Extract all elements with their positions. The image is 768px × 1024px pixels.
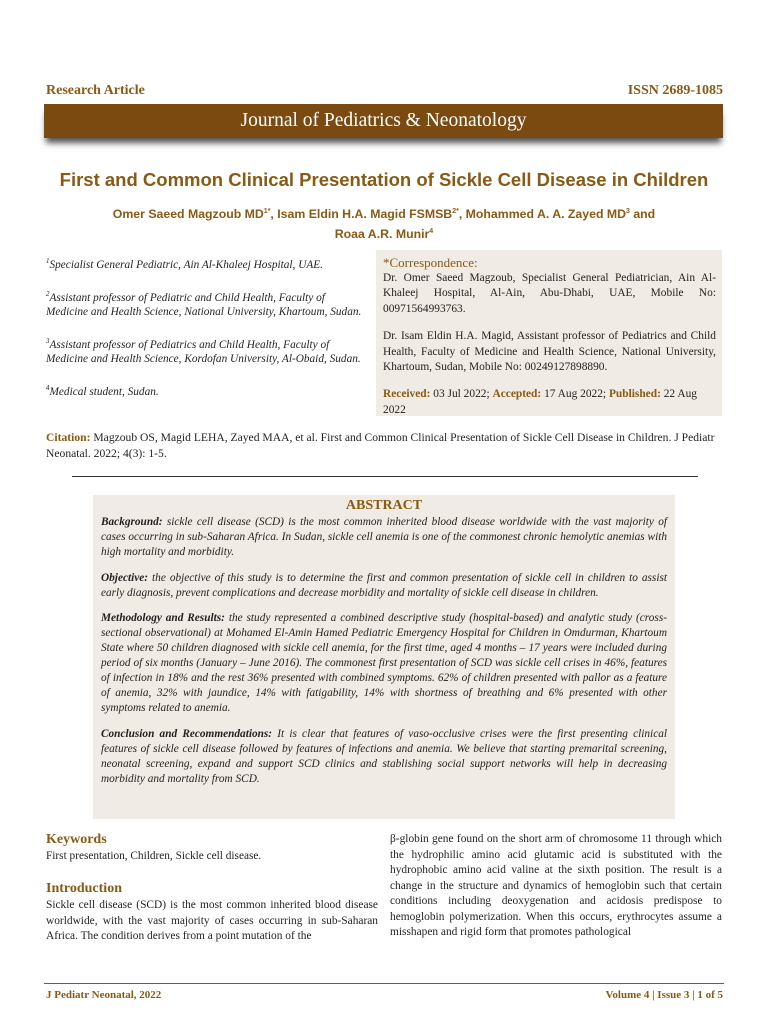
citation <box>46 430 726 462</box>
footer-divider <box>44 983 724 984</box>
affiliation <box>46 254 362 272</box>
affiliation <box>46 287 362 319</box>
affiliation-sup: 4 <box>46 384 50 393</box>
background-label: Background: <box>101 515 163 528</box>
background-text: sickle cell disease (SCD) is the most common inherited blood disease worldwide with the vast majority of cases occurring in sub-Saharan Africa. In Sudan, sickle cell anemia is one of the commonest chronic hemolytic anemias with high mortality and morbidity. <box>101 515 668 558</box>
correspondence-author-1: Dr. Omer Saeed Magzoub, Specialist General Pediatrician, Ain Al-Khaleej Hospital, Al-Ain, Abu-Dhabi, UAE, Mobile No: 00971564993763. <box>383 271 716 316</box>
abstract-objective <box>101 571 667 601</box>
article-type: Research Article <box>46 83 145 98</box>
author-3: Mohammed A. A. Zayed MD <box>465 207 626 222</box>
keywords-heading: Keywords <box>46 832 107 847</box>
divider <box>72 476 698 477</box>
author-and: and <box>633 207 656 222</box>
journal-name: Journal of Pediatrics & Neonatology <box>240 110 527 131</box>
affiliation-sup: 3 <box>46 337 50 346</box>
issn: ISSN 2689-1085 <box>627 83 723 98</box>
affiliation-text: Specialist General Pediatric, Ain Al-Khaleej Hospital, UAE. <box>49 258 323 271</box>
methods-label: Methodology and Results: <box>101 612 225 625</box>
affiliation <box>46 381 362 399</box>
affiliation-text: Medical student, Sudan. <box>49 386 159 399</box>
footer-journal: J Pediatr Neonatal, 2022 <box>46 989 162 1001</box>
keywords-text: First presentation, Children, Sickle cell disease. <box>46 850 262 862</box>
abstract-box <box>93 495 675 819</box>
abstract-background <box>101 515 667 560</box>
correspondence-author-2: Dr. Isam Eldin H.A. Magid, Assistant professor of Pediatrics and Child Health, Faculty of Medicine and Health Science, National University, Khartoum, Sudan, Mobile No: 00249127898890. <box>383 329 716 374</box>
affiliations <box>46 254 362 414</box>
received-date: 03 Jul 2022; <box>433 387 490 400</box>
published-label: Published: <box>608 387 661 400</box>
author-1-sup: 1* <box>263 208 271 215</box>
accepted-date: 17 Aug 2022; <box>544 387 607 400</box>
affiliation-text: Assistant professor of Pediatric and Child Health, Faculty of Medicine and Health Science, National University, Khartoum, Sudan. <box>46 291 362 318</box>
citation-label: Citation: <box>46 431 91 444</box>
objective-label: Objective: <box>101 571 149 584</box>
introduction-text-col2: β-globin gene found on the short arm of chromosome 11 through which the hydrophilic amino acid glutamic acid is substituted with the hydrophobic amino acid valine at the sixth position. The result is a change in the structure and dynamics of hemoglobin such that certain conditions including deoxygenation and acidosis predispose to hemoglobin polymerization. When this occurs, erythrocytes assume a misshapen and rigid form that promotes pathological <box>390 833 722 938</box>
author-4: Roaa A.R. Munir <box>334 227 430 242</box>
correspondence-heading: *Correspondence: <box>383 255 478 270</box>
methods-text: the study represented a combined descriptive study (hospital-based) and analytic study (cross-sectional observational) at Mohamed El-Amin Hamed Pediatric Emergency Hospital for Children in Omdurman, Khartoum State where 50 children diagnosed with sickle cell anemia, for the first time, aged 4 months – 17 years were included during period of six months (January – June 2016). The commonest first presentation of SCD was sickle cell crises in 46%, features of infection in 18% and the rest 36% presented with combined symptoms. 62% of children presented with pallor as a feature of anemia, 32% with jaundice, 14% with fatigability, 14% with shortness of breathing and 6% presented with other symptoms related to anemia. <box>101 612 667 714</box>
author-list: Omer Saeed Magzoub $MD^{1*}$, Isam Eldin H.A. Magid $FSMSB^{2*}$, Mohammed A. A. Zayed $MD^3$ and Roaa A.R. Munir$^4$ <box>112 207 656 242</box>
abstract-methods <box>101 611 667 715</box>
author-4-sup: 4 <box>429 228 434 236</box>
received-label: Received: <box>383 387 431 400</box>
article-dates <box>383 387 716 418</box>
conclusion-text: It is clear that features of vaso-occlusive crises were the first presenting clinical features of sickle cell disease followed by features of infections and anemia. We believe that starting premarital screening, neonatal screening, expand and support SCD clinics and stablishing social support networks will help in decreasing morbidity and mortality from SCD. <box>101 727 667 785</box>
author-1: Omer Saeed Magzoub MD <box>112 207 264 222</box>
introduction-heading: Introduction <box>46 881 122 896</box>
author-2: Isam Eldin H.A. Magid FSMSB <box>277 207 453 222</box>
article-title: First and Common Clinical Presentation of Sickle Cell Disease in Children <box>59 169 709 190</box>
affiliation-text: Assistant professor of Pediatrics and Child Health, Faculty of Medicine and Health Science, Kordofan University, Al-Obaid, Sudan. <box>46 338 361 366</box>
journal-banner <box>44 104 723 138</box>
accepted-label: Accepted: <box>492 387 542 400</box>
conclusion-label: Conclusion and Recommendations: <box>101 727 273 740</box>
affiliation <box>46 334 362 366</box>
affiliation-sup: 2 <box>46 289 50 298</box>
objective-text: the objective of this study is to determine the first and common presentation of sickle cell in children to assist early diagnosis, prevent complications and decrease morbidity and mortality of sickle cell disease in children. <box>101 571 667 599</box>
published-date: 22 Aug 2022 <box>383 387 697 416</box>
abstract-heading: ABSTRACT <box>345 498 423 513</box>
affiliation-sup: 1 <box>46 257 50 265</box>
citation-text: Magzoub OS, Magid LEHA, Zayed MAA, et al. First and Common Clinical Presentation of Sickle Cell Disease in Children. J Pediatr Neonatal. 2022; 4(3): 1-5. <box>46 431 715 460</box>
abstract-conclusion <box>101 727 667 787</box>
author-2-sup: 2* <box>452 208 459 215</box>
footer-page-info: Volume 4 | Issue 3 | 1 of 5 <box>605 989 723 1001</box>
introduction-text: Sickle cell disease (SCD) is the most common inherited blood disease worldwide, with the vast majority of cases occurring in sub-Saharan Africa. The condition derives from a point mutation of the <box>46 899 378 942</box>
correspondence-box <box>376 250 722 416</box>
author-3-sup: 3 <box>626 208 630 215</box>
